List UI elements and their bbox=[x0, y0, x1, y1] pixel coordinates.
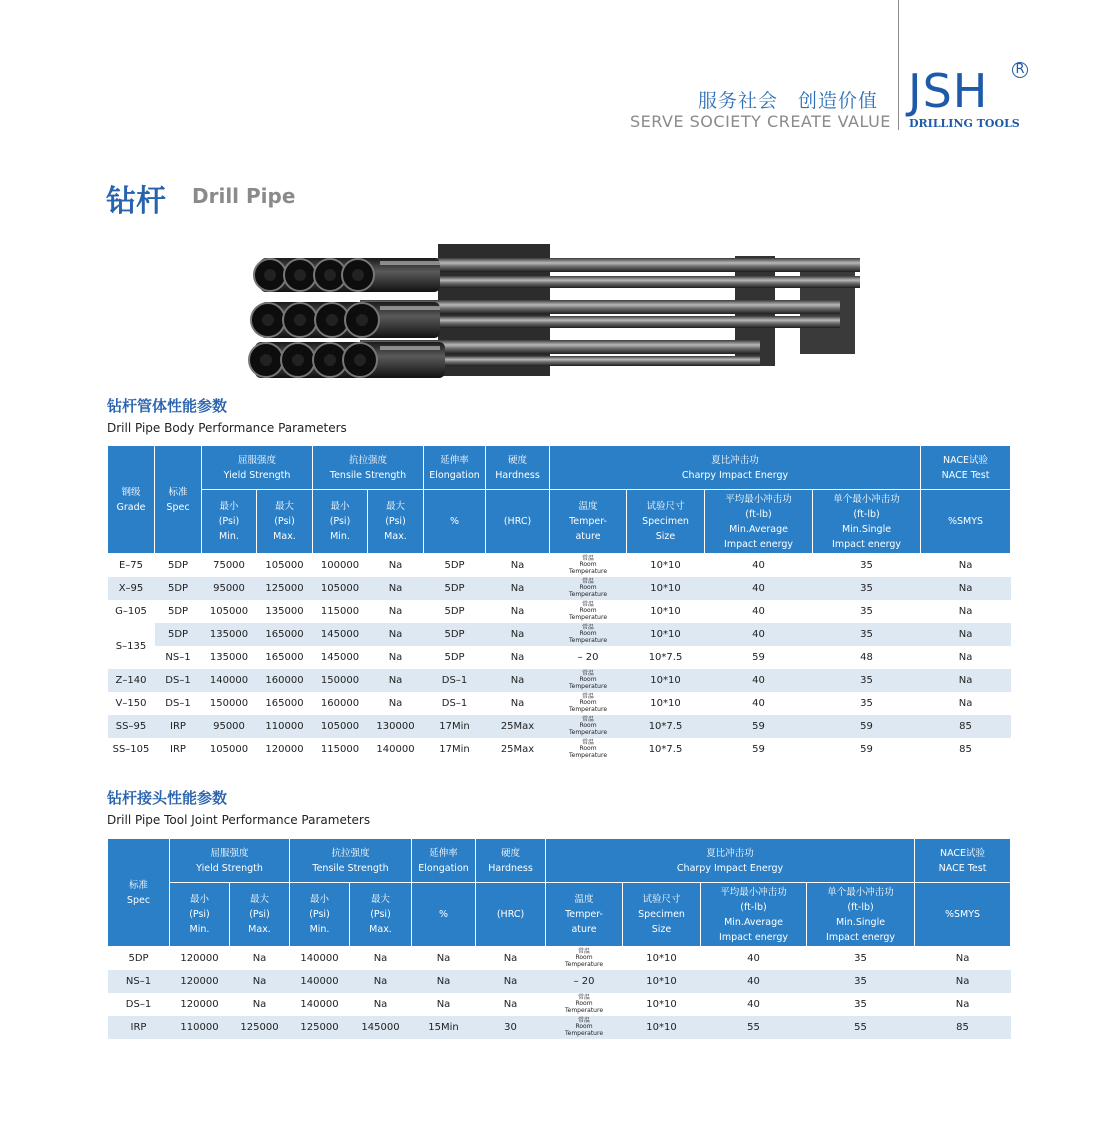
cell-hardness: Na bbox=[486, 669, 550, 692]
cell-spec: 5DP bbox=[155, 577, 202, 600]
cell-hardness: 25Max bbox=[500, 744, 535, 755]
cell-min-average: 55 bbox=[701, 1016, 807, 1039]
cell-spec: DS–1 bbox=[125, 999, 152, 1010]
cell-grade: SS–95 bbox=[108, 715, 155, 738]
cell-tensile-min: 105000 bbox=[313, 715, 368, 738]
joint-header-hardness: 硬度 Hardness bbox=[476, 839, 546, 883]
cell-temperature: 常温 Room Temperature bbox=[546, 1016, 623, 1039]
header-tensile-strength: 抗拉强度 Tensile Strength bbox=[313, 446, 424, 490]
cell-smys: Na bbox=[958, 560, 973, 571]
cell-spec: 5DP bbox=[128, 953, 149, 964]
cell-grade: S–135 bbox=[108, 623, 155, 669]
cell-min-single: 35 bbox=[860, 606, 873, 617]
cell-spec: 5DP bbox=[155, 623, 202, 646]
joint-header-yield-min: 最小 (Psi) Min. bbox=[170, 883, 230, 947]
cell-specimen-size: 10*10 bbox=[627, 669, 705, 692]
cell-tensile-min: 140000 bbox=[300, 999, 339, 1010]
joint-header-percent: % bbox=[412, 883, 476, 947]
cell-tensile-min: 150000 bbox=[313, 669, 368, 692]
cell-yield-min: 75000 bbox=[213, 560, 245, 571]
cell-temperature: – 20 bbox=[577, 652, 599, 663]
joint-header-temperature: 温度 Temper- ature bbox=[546, 883, 623, 947]
cell-min-single: 35 bbox=[813, 577, 921, 600]
cell-elongation: 5DP bbox=[444, 560, 465, 571]
header-percent: % bbox=[424, 490, 486, 554]
cell-min-average: 40 bbox=[747, 953, 760, 964]
cell-temperature: – 20 bbox=[546, 970, 623, 993]
cell-grade: E–75 bbox=[118, 560, 144, 571]
header-tensile-min: 最小 (Psi) Min. bbox=[313, 490, 368, 554]
cell-spec: 5DP bbox=[167, 606, 189, 617]
table-row bbox=[108, 623, 1011, 646]
cell-tensile-max: 140000 bbox=[376, 744, 415, 755]
registered-mark: R bbox=[1012, 62, 1028, 78]
cell-smys: 85 bbox=[915, 1016, 1011, 1039]
table-row bbox=[108, 577, 1011, 600]
cell-yield-min: 95000 bbox=[202, 577, 257, 600]
cell-temperature: 常温 Room Temperature bbox=[569, 554, 608, 575]
cell-tensile-max: 130000 bbox=[368, 715, 424, 738]
cell-elongation: 5DP bbox=[444, 606, 465, 617]
header-yield-min: 最小 (Psi) Min. bbox=[202, 490, 257, 554]
company-logo: JSH bbox=[908, 64, 989, 118]
cell-elongation: Na bbox=[412, 970, 476, 993]
cell-yield-min: 105000 bbox=[209, 606, 249, 617]
cell-yield-min: 110000 bbox=[170, 1016, 230, 1039]
header-min-average: 平均最小冲击功 (ft-lb) Min.Average Impact energy bbox=[705, 490, 813, 554]
cell-yield-min: 105000 bbox=[209, 744, 249, 755]
cell-elongation: Na bbox=[436, 999, 451, 1010]
cell-min-average: 59 bbox=[752, 744, 765, 755]
cell-yield-max: 165000 bbox=[265, 652, 304, 663]
header-tensile-max: 最大 (Psi) Max. bbox=[368, 490, 424, 554]
cell-tensile-max: Na bbox=[388, 606, 403, 617]
cell-specimen-size: 10*10 bbox=[650, 606, 681, 617]
drill-pipe-photo bbox=[240, 236, 870, 380]
header-spec: 标准 Spec bbox=[155, 446, 202, 554]
cell-yield-max: 125000 bbox=[257, 577, 313, 600]
cell-tensile-max: Na bbox=[368, 623, 424, 646]
cell-min-single: 48 bbox=[860, 652, 873, 663]
logo-subtitle: DRILLING TOOLS bbox=[909, 117, 1020, 130]
tool-joint-performance-table bbox=[107, 838, 1011, 1039]
cell-grade: G–105 bbox=[115, 606, 147, 617]
cell-smys: Na bbox=[921, 623, 1011, 646]
cell-hardness: Na bbox=[510, 698, 525, 709]
cell-smys: Na bbox=[921, 577, 1011, 600]
cell-tensile-min: 125000 bbox=[290, 1016, 350, 1039]
cell-spec: NS–1 bbox=[108, 970, 170, 993]
joint-header-yield-strength: 屈服强度 Yield Strength bbox=[170, 839, 290, 883]
cell-spec: IRP bbox=[170, 744, 186, 755]
cell-min-average: 40 bbox=[752, 606, 765, 617]
cell-smys: Na bbox=[955, 999, 970, 1010]
cell-hardness: 30 bbox=[476, 1016, 546, 1039]
cell-hardness: Na bbox=[503, 953, 518, 964]
cell-tensile-min: 105000 bbox=[313, 577, 368, 600]
cell-temperature: 常温 Room Temperature bbox=[565, 993, 604, 1014]
table-row bbox=[108, 993, 1011, 1016]
cell-min-average: 59 bbox=[705, 715, 813, 738]
cell-spec: DS–1 bbox=[165, 698, 191, 709]
cell-min-single: 35 bbox=[854, 953, 867, 964]
cell-temperature: 常温 Room Temperature bbox=[550, 669, 627, 692]
cell-min-average: 59 bbox=[752, 652, 765, 663]
cell-specimen-size: 10*10 bbox=[646, 999, 677, 1010]
cell-hardness: Na bbox=[476, 970, 546, 993]
cell-yield-min: 135000 bbox=[202, 623, 257, 646]
cell-temperature: 常温 Room Temperature bbox=[569, 738, 608, 759]
joint-header-elongation: 延伸率 Elongation bbox=[412, 839, 476, 883]
cell-yield-max: 125000 bbox=[230, 1016, 290, 1039]
cell-min-average: 40 bbox=[705, 669, 813, 692]
cell-hardness: Na bbox=[510, 652, 525, 663]
cell-yield-min: 95000 bbox=[202, 715, 257, 738]
cell-spec: 5DP bbox=[167, 560, 189, 571]
cell-smys: Na bbox=[958, 652, 973, 663]
cell-specimen-size: 10*7.5 bbox=[648, 652, 683, 663]
cell-specimen-size: 10*10 bbox=[627, 577, 705, 600]
cell-tensile-min: 140000 bbox=[290, 970, 350, 993]
cell-tensile-max: Na bbox=[373, 999, 388, 1010]
page-title-chinese: 钻杆 bbox=[106, 184, 166, 219]
header-nace: NACE试验 NACE Test bbox=[921, 446, 1011, 490]
header-charpy: 夏比冲击功 Charpy Impact Energy bbox=[550, 446, 921, 490]
cell-specimen-size: 10*10 bbox=[623, 1016, 701, 1039]
cell-smys: 85 bbox=[921, 715, 1011, 738]
table-row bbox=[108, 1016, 1011, 1039]
cell-yield-max: 110000 bbox=[257, 715, 313, 738]
table-row bbox=[108, 947, 1011, 971]
cell-yield-max: Na bbox=[252, 953, 267, 964]
cell-temperature: 常温 Room Temperature bbox=[565, 947, 604, 968]
cell-spec: IRP bbox=[108, 1016, 170, 1039]
cell-elongation: 5DP bbox=[424, 623, 486, 646]
joint-section-title-cn: 钻杆接头性能参数 bbox=[107, 789, 228, 807]
header-temperature: 温度 Temper- ature bbox=[550, 490, 627, 554]
cell-min-single: 59 bbox=[860, 744, 873, 755]
cell-tensile-max: Na bbox=[350, 970, 412, 993]
cell-min-single: 35 bbox=[813, 623, 921, 646]
cell-grade: Z–140 bbox=[108, 669, 155, 692]
header-elongation: 延伸率 Elongation bbox=[424, 446, 486, 490]
header-hrc: (HRC) bbox=[486, 490, 550, 554]
cell-elongation: 5DP bbox=[444, 652, 465, 663]
cell-smys: Na bbox=[921, 669, 1011, 692]
cell-yield-max: 135000 bbox=[265, 606, 304, 617]
cell-specimen-size: 10*10 bbox=[646, 953, 677, 964]
header-yield-strength: 屈服强度 Yield Strength bbox=[202, 446, 313, 490]
cell-spec: DS–1 bbox=[155, 669, 202, 692]
cell-tensile-min: 145000 bbox=[313, 623, 368, 646]
joint-header-hrc: (HRC) bbox=[476, 883, 546, 947]
cell-hardness: Na bbox=[503, 999, 518, 1010]
cell-temperature: 常温 Room Temperature bbox=[569, 692, 608, 713]
joint-header-specimen-size: 试验尺寸 Specimen Size bbox=[623, 883, 701, 947]
cell-yield-max: 160000 bbox=[257, 669, 313, 692]
joint-header-min-single: 单个最小冲击功 (ft-lb) Min.Single Impact energy bbox=[807, 883, 915, 947]
cell-yield-max: 105000 bbox=[265, 560, 304, 571]
cell-hardness: Na bbox=[486, 623, 550, 646]
cell-elongation: DS–1 bbox=[441, 698, 468, 709]
cell-smys: Na bbox=[958, 698, 973, 709]
cell-hardness: Na bbox=[510, 560, 525, 571]
header-min-single: 单个最小冲击功 (ft-lb) Min.Single Impact energy bbox=[813, 490, 921, 554]
slogan-chinese: 服务社会 创造价值 bbox=[698, 90, 879, 112]
joint-header-spec: 标准 Spec bbox=[108, 839, 170, 947]
cell-tensile-max: Na bbox=[368, 577, 424, 600]
cell-tensile-min: 160000 bbox=[320, 698, 360, 709]
cell-yield-min: 150000 bbox=[209, 698, 249, 709]
cell-temperature: 常温 Room Temperature bbox=[550, 715, 627, 738]
cell-min-single: 55 bbox=[807, 1016, 915, 1039]
body-performance-table bbox=[107, 445, 1011, 761]
cell-min-single: 35 bbox=[860, 698, 873, 709]
cell-tensile-max: Na bbox=[368, 669, 424, 692]
cell-yield-max: Na bbox=[252, 999, 267, 1010]
cell-smys: Na bbox=[955, 953, 970, 964]
cell-tensile-min: 100000 bbox=[320, 560, 360, 571]
cell-min-single: 35 bbox=[813, 669, 921, 692]
cell-hardness: 25Max bbox=[486, 715, 550, 738]
cell-hardness: Na bbox=[486, 577, 550, 600]
table-row bbox=[108, 669, 1011, 692]
cell-tensile-min: 115000 bbox=[320, 606, 360, 617]
cell-yield-min: 140000 bbox=[202, 669, 257, 692]
joint-header-tensile-max: 最大 (Psi) Max. bbox=[350, 883, 412, 947]
cell-min-average: 40 bbox=[705, 623, 813, 646]
cell-tensile-max: 145000 bbox=[350, 1016, 412, 1039]
cell-smys: 85 bbox=[959, 744, 972, 755]
joint-header-min-average: 平均最小冲击功 (ft-lb) Min.Average Impact energy bbox=[701, 883, 807, 947]
cell-specimen-size: 10*10 bbox=[650, 698, 681, 709]
joint-header-smys: %SMYS bbox=[915, 883, 1011, 947]
joint-section-title-en: Drill Pipe Tool Joint Performance Parameters bbox=[107, 813, 371, 827]
cell-elongation: 17Min bbox=[439, 744, 470, 755]
joint-header-tensile-strength: 抗拉强度 Tensile Strength bbox=[290, 839, 412, 883]
cell-yield-min: 120000 bbox=[180, 953, 219, 964]
header-divider bbox=[898, 0, 899, 130]
cell-temperature: 常温 Room Temperature bbox=[569, 600, 608, 621]
header-smys: %SMYS bbox=[921, 490, 1011, 554]
cell-elongation: Na bbox=[436, 953, 451, 964]
body-section-title-cn: 钻杆管体性能参数 bbox=[107, 397, 228, 415]
cell-tensile-max: Na bbox=[388, 698, 403, 709]
cell-yield-max: 165000 bbox=[265, 698, 304, 709]
cell-tensile-min: 145000 bbox=[320, 652, 360, 663]
cell-tensile-min: 140000 bbox=[300, 953, 339, 964]
cell-spec: NS–1 bbox=[165, 652, 191, 663]
cell-elongation: 5DP bbox=[424, 577, 486, 600]
table-row bbox=[108, 600, 1011, 623]
cell-tensile-max: Na bbox=[373, 953, 388, 964]
cell-elongation: 17Min bbox=[424, 715, 486, 738]
page-title-english: Drill Pipe bbox=[192, 184, 296, 208]
cell-specimen-size: 10*7.5 bbox=[627, 715, 705, 738]
cell-yield-min: 120000 bbox=[170, 970, 230, 993]
body-section-title-en: Drill Pipe Body Performance Parameters bbox=[107, 421, 347, 435]
cell-grade: SS–105 bbox=[112, 744, 150, 755]
cell-min-average: 40 bbox=[752, 698, 765, 709]
joint-header-nace: NACE试验 NACE Test bbox=[915, 839, 1011, 883]
table-row bbox=[108, 715, 1011, 738]
header-specimen-size: 试验尺寸 Specimen Size bbox=[627, 490, 705, 554]
header-yield-max: 最大 (Psi) Max. bbox=[257, 490, 313, 554]
header-hardness: 硬度 Hardness bbox=[486, 446, 550, 490]
joint-header-tensile-min: 最小 (Psi) Min. bbox=[290, 883, 350, 947]
cell-elongation: DS–1 bbox=[424, 669, 486, 692]
cell-temperature: 常温 Room Temperature bbox=[550, 623, 627, 646]
joint-header-charpy: 夏比冲击功 Charpy Impact Energy bbox=[546, 839, 915, 883]
cell-hardness: Na bbox=[510, 606, 525, 617]
cell-yield-min: 135000 bbox=[209, 652, 249, 663]
cell-specimen-size: 10*10 bbox=[623, 970, 701, 993]
cell-grade: X–95 bbox=[108, 577, 155, 600]
table-row bbox=[108, 738, 1011, 761]
cell-temperature: 常温 Room Temperature bbox=[550, 577, 627, 600]
cell-min-single: 35 bbox=[807, 970, 915, 993]
cell-tensile-max: Na bbox=[388, 560, 403, 571]
cell-smys: Na bbox=[958, 606, 973, 617]
cell-elongation: 15Min bbox=[412, 1016, 476, 1039]
cell-tensile-max: Na bbox=[388, 652, 403, 663]
cell-specimen-size: 10*7.5 bbox=[648, 744, 683, 755]
table-row bbox=[108, 970, 1011, 993]
cell-grade: V–150 bbox=[115, 698, 147, 709]
cell-yield-max: 165000 bbox=[257, 623, 313, 646]
cell-tensile-min: 115000 bbox=[320, 744, 360, 755]
cell-min-average: 40 bbox=[705, 577, 813, 600]
header-grade: 钢级 Grade bbox=[108, 446, 155, 554]
table-row bbox=[108, 692, 1011, 715]
cell-min-average: 40 bbox=[701, 970, 807, 993]
cell-min-single: 35 bbox=[860, 560, 873, 571]
cell-yield-max: Na bbox=[230, 970, 290, 993]
cell-min-single: 35 bbox=[854, 999, 867, 1010]
cell-smys: Na bbox=[915, 970, 1011, 993]
cell-spec: IRP bbox=[155, 715, 202, 738]
slogan-english: SERVE SOCIETY CREATE VALUE bbox=[630, 112, 891, 131]
cell-min-average: 40 bbox=[752, 560, 765, 571]
cell-specimen-size: 10*10 bbox=[627, 623, 705, 646]
cell-yield-max: 120000 bbox=[265, 744, 304, 755]
joint-header-yield-max: 最大 (Psi) Max. bbox=[230, 883, 290, 947]
cell-specimen-size: 10*10 bbox=[650, 560, 681, 571]
table-row bbox=[108, 554, 1011, 578]
cell-yield-min: 120000 bbox=[180, 999, 219, 1010]
cell-min-single: 59 bbox=[813, 715, 921, 738]
table-row bbox=[108, 646, 1011, 669]
cell-min-average: 40 bbox=[747, 999, 760, 1010]
